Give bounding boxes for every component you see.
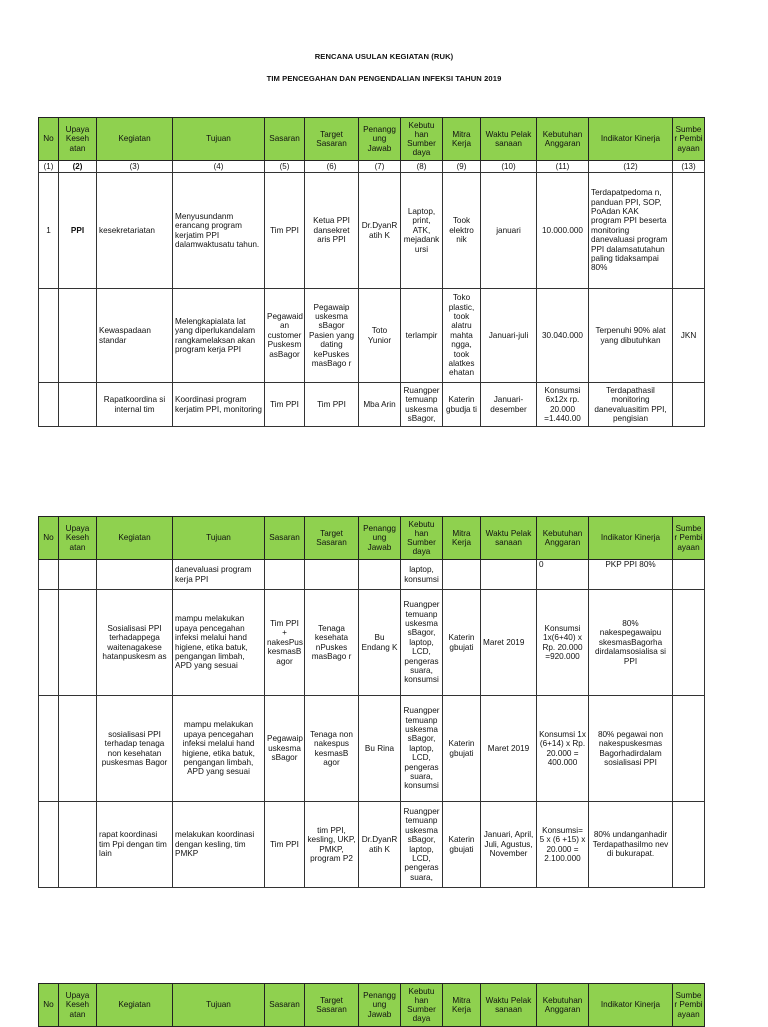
cell-biaya bbox=[673, 173, 705, 289]
table-row bbox=[39, 383, 705, 427]
header-tujuan: Tujuan bbox=[173, 984, 265, 1027]
cell-indikator: 80% undanganhadir Terdapathasilmo nev di bukurapat. bbox=[589, 802, 673, 888]
cell-no bbox=[39, 802, 59, 888]
cell-waktu: Januari, April, Juli, Agustus, November bbox=[481, 802, 537, 888]
cell-biaya bbox=[673, 802, 705, 888]
cell-pj bbox=[359, 560, 401, 590]
cell-anggaran: Konsumsi 6x12x rp. 20.000 =1.440.00 bbox=[537, 383, 589, 427]
cell-upaya: PPI bbox=[59, 173, 97, 289]
cell-kegiatan bbox=[97, 560, 173, 590]
header-sumber: Kebutu han Sumber daya bbox=[401, 517, 443, 560]
cell-sumber: Ruangper temuanp uskesma sBagor, laptop, LCD, pengeras suara, konsumsi bbox=[401, 590, 443, 696]
header-target: Target Sasaran bbox=[305, 984, 359, 1027]
cell-upaya bbox=[59, 289, 97, 383]
cell-target: Ketua PPI dansekret aris PPI bbox=[305, 173, 359, 289]
header-indikator: Indikator Kinerja bbox=[589, 517, 673, 560]
cell-sasaran bbox=[265, 560, 305, 590]
column-number-row bbox=[39, 161, 705, 173]
cell-mitra: Toko plastic, took alatru mahta ngga, took alatkes ehatan bbox=[443, 289, 481, 383]
cell-mitra: Katerin gbujati bbox=[443, 802, 481, 888]
cell-indikator: 80% pegawai non nakespuskesmas Bagorhadirdalam sosialisasi PPI bbox=[589, 696, 673, 802]
table-header-row bbox=[39, 517, 705, 560]
cell-biaya bbox=[673, 696, 705, 802]
cell-mitra bbox=[443, 560, 481, 590]
ruk-table-page-3 bbox=[38, 983, 705, 1027]
cell-pj: Bu Rina bbox=[359, 696, 401, 802]
column-number: (7) bbox=[359, 161, 401, 173]
cell-sasaran: Tim PPI bbox=[265, 173, 305, 289]
header-target: Target Sasaran bbox=[305, 517, 359, 560]
cell-waktu: Januari-juli bbox=[481, 289, 537, 383]
header-tujuan: Tujuan bbox=[173, 517, 265, 560]
cell-sasaran: Pegawaip uskesma sBagor bbox=[265, 696, 305, 802]
table-row bbox=[39, 696, 705, 802]
header-biaya: Sumbe r Pembi ayaan bbox=[673, 517, 705, 560]
cell-biaya bbox=[673, 590, 705, 696]
cell-sumber: Ruangper temuanp uskesma sBagor, laptop, LCD, pengeras suara, bbox=[401, 802, 443, 888]
header-indikator: Indikator Kinerja bbox=[589, 118, 673, 161]
cell-kegiatan: kesekretariatan bbox=[97, 173, 173, 289]
cell-tujuan: Menyusundanm erancang program kerjatim PPI dalamwaktusatu tahun. bbox=[173, 173, 265, 289]
cell-tujuan: Koordinasi program kerjatim PPI, monitoring bbox=[173, 383, 265, 427]
column-number: (11) bbox=[537, 161, 589, 173]
column-number: (5) bbox=[265, 161, 305, 173]
table-row bbox=[39, 802, 705, 888]
header-waktu: Waktu Pelak sanaan bbox=[481, 517, 537, 560]
column-number: (4) bbox=[173, 161, 265, 173]
cell-anggaran: 0 bbox=[537, 560, 589, 590]
cell-waktu: Januari-desember bbox=[481, 383, 537, 427]
cell-indikator: 80% nakespegawaipu skesmasBagorha dirdalamsosialisa si PPI bbox=[589, 590, 673, 696]
cell-sasaran: Tim PPI bbox=[265, 383, 305, 427]
cell-kegiatan: rapat koordinasi tim Ppi dengan tim lain bbox=[97, 802, 173, 888]
cell-mitra: Katerin gbujati bbox=[443, 590, 481, 696]
column-number: (12) bbox=[589, 161, 673, 173]
header-pj: Penangg ung Jawab bbox=[359, 118, 401, 161]
header-anggaran: Kebutuhan Anggaran bbox=[537, 984, 589, 1027]
header-mitra: Mitra Kerja bbox=[443, 517, 481, 560]
column-number: (6) bbox=[305, 161, 359, 173]
header-biaya: Sumbe r Pembi ayaan bbox=[673, 118, 705, 161]
cell-no bbox=[39, 383, 59, 427]
cell-upaya bbox=[59, 383, 97, 427]
cell-no bbox=[39, 289, 59, 383]
header-biaya: Sumbe r Pembi ayaan bbox=[673, 984, 705, 1027]
table-header-row bbox=[39, 984, 705, 1027]
header-waktu: Waktu Pelak sanaan bbox=[481, 984, 537, 1027]
header-upaya: Upaya Keseh atan bbox=[59, 984, 97, 1027]
cell-anggaran: Konsumsi= 5 x (6 +15) x 20.000 = 2.100.000 bbox=[537, 802, 589, 888]
cell-waktu: Maret 2019 bbox=[481, 590, 537, 696]
cell-waktu bbox=[481, 560, 537, 590]
header-sasaran: Sasaran bbox=[265, 984, 305, 1027]
cell-anggaran: 10.000.000 bbox=[537, 173, 589, 289]
cell-anggaran: Konsumsi 1x (6+14) x Rp. 20.000 = 400.000 bbox=[537, 696, 589, 802]
cell-target: Tim PPI bbox=[305, 383, 359, 427]
cell-waktu: januari bbox=[481, 173, 537, 289]
cell-no bbox=[39, 560, 59, 590]
cell-biaya: JKN bbox=[673, 289, 705, 383]
cell-sumber: Laptop, print, ATK, mejadank ursi bbox=[401, 173, 443, 289]
cell-indikator: Terdapatpedoma n, panduan PPI, SOP, PoAdan KAK program PPI beserta monitoring danevaluasi program PPI dalamsatutahun paling tidaksampai 80% bbox=[589, 173, 673, 289]
column-number: (9) bbox=[443, 161, 481, 173]
cell-target: Tenaga kesehata nPuskes masBago r bbox=[305, 590, 359, 696]
table-row bbox=[39, 590, 705, 696]
header-tujuan: Tujuan bbox=[173, 118, 265, 161]
cell-sumber: Ruangper temuanp uskesma sBagor, bbox=[401, 383, 443, 427]
cell-no: 1 bbox=[39, 173, 59, 289]
cell-no bbox=[39, 696, 59, 802]
cell-tujuan: mampu melakukan upaya pencegahan infeksi melalui hand higiene, etika batuk, pengangan limbah, APD yang sesuai bbox=[173, 696, 265, 802]
table-row bbox=[39, 173, 705, 289]
table-header-row bbox=[39, 118, 705, 161]
cell-mitra: Katerin gbudja ti bbox=[443, 383, 481, 427]
cell-target: tim PPI, kesling, UKP, PMKP, program P2 bbox=[305, 802, 359, 888]
header-anggaran: Kebutuhan Anggaran bbox=[537, 118, 589, 161]
cell-pj: Mba Arin bbox=[359, 383, 401, 427]
cell-target: Pegawaip uskesma sBagor Pasien yang dating kePuskes masBago r bbox=[305, 289, 359, 383]
cell-indikator: Terpenuhi 90% alat yang dibutuhkan bbox=[589, 289, 673, 383]
cell-anggaran: Konsumsi 1x(6+40) x Rp. 20.000 =920.000 bbox=[537, 590, 589, 696]
header-no: No bbox=[39, 984, 59, 1027]
column-number: (10) bbox=[481, 161, 537, 173]
cell-tujuan: danevaluasi program kerja PPI bbox=[173, 560, 265, 590]
cell-sasaran: Tim PPI bbox=[265, 802, 305, 888]
header-indikator: Indikator Kinerja bbox=[589, 984, 673, 1027]
cell-sumber: laptop, konsumsi bbox=[401, 560, 443, 590]
header-sasaran: Sasaran bbox=[265, 517, 305, 560]
cell-tujuan: melakukan koordinasi dengan kesling, tim PMKP bbox=[173, 802, 265, 888]
cell-sasaran: Pegawaid an customer Puskesm asBagor bbox=[265, 289, 305, 383]
column-number: (13) bbox=[673, 161, 705, 173]
cell-indikator: PKP PPI 80% bbox=[589, 560, 673, 590]
column-number: (2) bbox=[59, 161, 97, 173]
column-number: (1) bbox=[39, 161, 59, 173]
cell-target bbox=[305, 560, 359, 590]
column-number: (8) bbox=[401, 161, 443, 173]
cell-upaya bbox=[59, 802, 97, 888]
cell-indikator: Terdapathasil monitoring danevaluasitim PPI, pengisian bbox=[589, 383, 673, 427]
cell-waktu: Maret 2019 bbox=[481, 696, 537, 802]
cell-tujuan: mampu melakukan upaya pencegahan infeksi melalui hand higiene, etika batuk, pengangan limbah, APD yang sesuai bbox=[173, 590, 265, 696]
header-anggaran: Kebutuhan Anggaran bbox=[537, 517, 589, 560]
cell-upaya bbox=[59, 696, 97, 802]
column-number: (3) bbox=[97, 161, 173, 173]
header-sumber: Kebutu han Sumber daya bbox=[401, 984, 443, 1027]
cell-mitra: Took elektro nik bbox=[443, 173, 481, 289]
cell-upaya bbox=[59, 560, 97, 590]
header-upaya: Upaya Keseh atan bbox=[59, 517, 97, 560]
cell-anggaran: 30.040.000 bbox=[537, 289, 589, 383]
cell-sumber: Ruangper temuanp uskesma sBagor, laptop, LCD, pengeras suara, konsumsi bbox=[401, 696, 443, 802]
header-kegiatan: Kegiatan bbox=[97, 118, 173, 161]
cell-kegiatan: sosialisasi PPI terhadap tenaga non kesehatan puskesmas Bagor bbox=[97, 696, 173, 802]
header-mitra: Mitra Kerja bbox=[443, 118, 481, 161]
cell-biaya bbox=[673, 560, 705, 590]
header-sumber: Kebutu han Sumber daya bbox=[401, 118, 443, 161]
header-pj: Penangg ung Jawab bbox=[359, 984, 401, 1027]
header-no: No bbox=[39, 517, 59, 560]
cell-pj: Dr.DyanR atih K bbox=[359, 802, 401, 888]
cell-target: Tenaga non nakespus kesmasB agor bbox=[305, 696, 359, 802]
cell-pj: Dr.DyanR atih K bbox=[359, 173, 401, 289]
cell-no bbox=[39, 590, 59, 696]
document-title: RENCANA USULAN KEGIATAN (RUK) bbox=[314, 52, 454, 61]
header-no: No bbox=[39, 118, 59, 161]
table-row bbox=[39, 560, 705, 590]
header-kegiatan: Kegiatan bbox=[97, 517, 173, 560]
cell-pj: Toto Yunior bbox=[359, 289, 401, 383]
header-pj: Penangg ung Jawab bbox=[359, 517, 401, 560]
cell-mitra: Katerin gbujati bbox=[443, 696, 481, 802]
cell-tujuan: Melengkapialata lat yang diperlukandalam rangkamelaksan akan program kerja PPI bbox=[173, 289, 265, 383]
header-sasaran: Sasaran bbox=[265, 118, 305, 161]
cell-kegiatan: Kewaspadaan standar bbox=[97, 289, 173, 383]
header-waktu: Waktu Pelak sanaan bbox=[481, 118, 537, 161]
ruk-table-page-2 bbox=[38, 516, 705, 888]
header-kegiatan: Kegiatan bbox=[97, 984, 173, 1027]
cell-biaya bbox=[673, 383, 705, 427]
header-target: Target Sasaran bbox=[305, 118, 359, 161]
table-row bbox=[39, 289, 705, 383]
cell-upaya bbox=[59, 590, 97, 696]
cell-sasaran: Tim PPI + nakesPus kesmasB agor bbox=[265, 590, 305, 696]
ruk-table-page-1 bbox=[38, 117, 705, 427]
cell-kegiatan: Sosialisasi PPI terhadappega waitenagakese hatanpuskesm as bbox=[97, 590, 173, 696]
document-subtitle: TIM PENCEGAHAN DAN PENGENDALIAN INFEKSI TAHUN 2019 bbox=[266, 74, 502, 83]
cell-pj: Bu Endang K bbox=[359, 590, 401, 696]
header-upaya: Upaya Keseh atan bbox=[59, 118, 97, 161]
cell-sumber: terlampir bbox=[401, 289, 443, 383]
header-mitra: Mitra Kerja bbox=[443, 984, 481, 1027]
cell-kegiatan: Rapatkoordina si internal tim bbox=[97, 383, 173, 427]
